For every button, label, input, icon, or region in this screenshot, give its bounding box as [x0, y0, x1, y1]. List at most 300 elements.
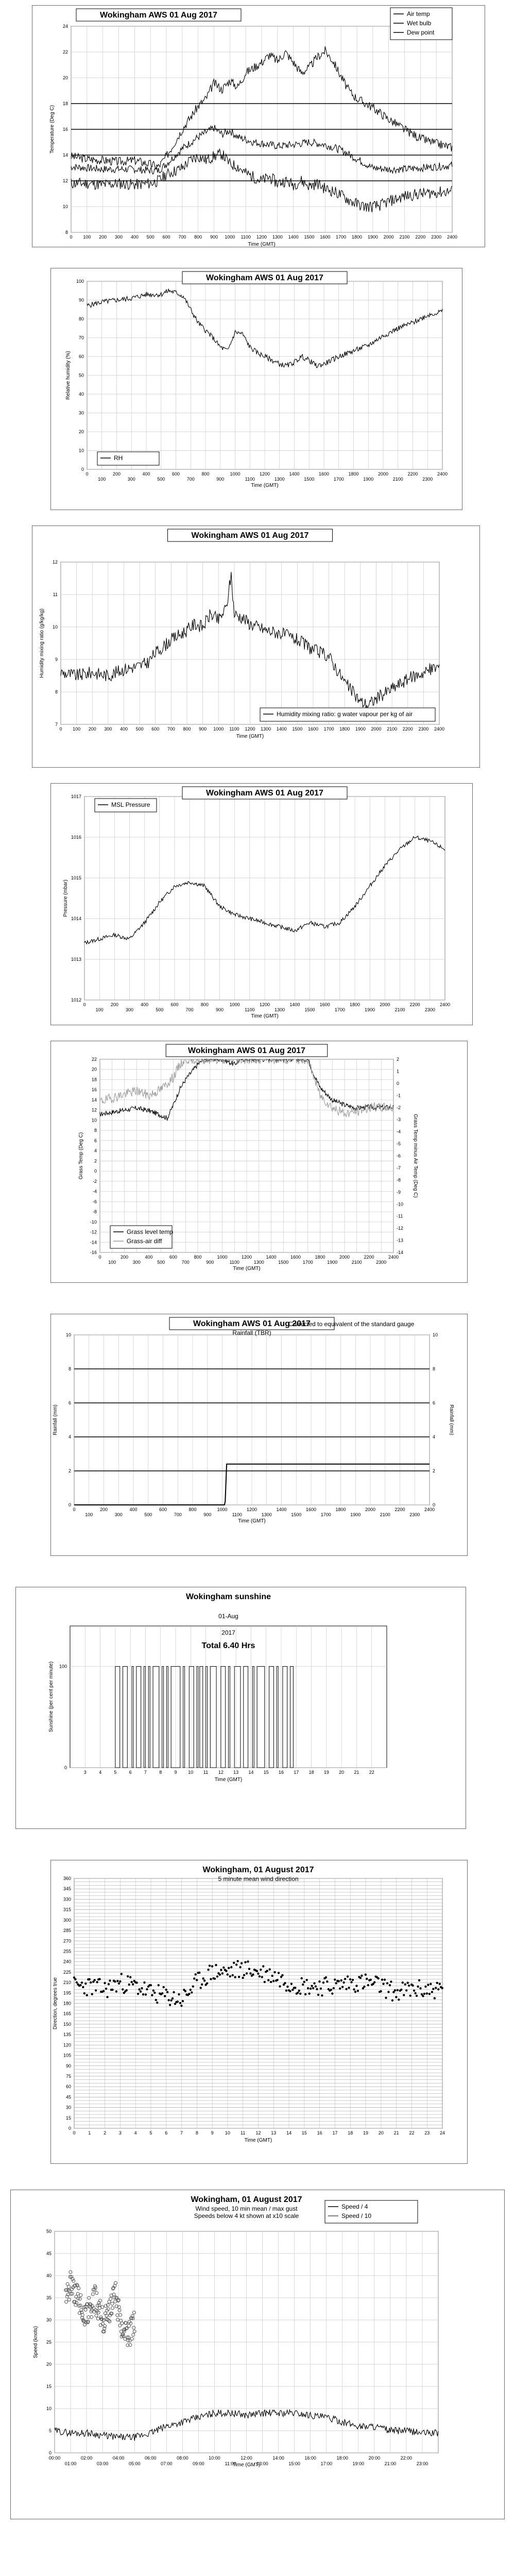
data-point [211, 1965, 213, 1967]
legend-label: RH [114, 454, 123, 462]
y-tick-label: 25 [46, 2340, 52, 2345]
x-tick-label: 700 [167, 726, 175, 732]
x-tick-label: 2400 [437, 471, 448, 477]
x-tick-label: 100 [98, 477, 106, 482]
data-point [243, 1974, 245, 1976]
data-point [74, 1978, 76, 1980]
x-tick-label: 600 [162, 234, 170, 240]
y-tick-labels [63, 1876, 71, 2131]
data-point [214, 1978, 216, 1980]
data-point [342, 1981, 345, 1984]
x-tick-label: 200 [120, 1255, 129, 1260]
y-tick-label: 30 [46, 2317, 52, 2323]
data-point [232, 1974, 234, 1976]
panel-rain [50, 1314, 468, 1556]
data-point [248, 1968, 250, 1970]
x-tick-label: 2100 [351, 1260, 362, 1265]
chart-rh [51, 268, 463, 511]
data-point [164, 1995, 166, 1997]
data-point [122, 1988, 124, 1990]
data-point [91, 1993, 93, 1995]
data-point [201, 1984, 203, 1986]
title-text: Wokingham sunshine [185, 1592, 271, 1601]
data-point [353, 1988, 355, 1990]
y-tick-labels [46, 2229, 52, 2455]
data-point [284, 1982, 286, 1984]
x-tick-label: 16 [278, 1770, 284, 1775]
data-point [170, 1999, 172, 2002]
x-tick-label: 10 [225, 2130, 230, 2136]
x-tick-label: 700 [174, 1512, 182, 1517]
data-point [380, 1990, 382, 1992]
y-tick-label: -12 [90, 1229, 97, 1235]
x-tick-label: 600 [169, 1255, 178, 1260]
data-point [400, 1989, 402, 1991]
data-point [193, 1977, 195, 1979]
data-point [389, 1984, 391, 1986]
y-axis-label: Temperature (Deg C) [49, 105, 55, 154]
data-point [305, 1979, 307, 1981]
data-point [252, 1973, 254, 1975]
chart-title [169, 1317, 415, 1336]
chart-mix [32, 526, 480, 768]
data-point [363, 1986, 365, 1988]
x-tick-label: 20:00 [368, 2455, 381, 2461]
x-tick-label: 12:00 [241, 2455, 252, 2461]
data-point [355, 1985, 357, 1987]
y-tick-label: 90 [78, 297, 84, 303]
x-tick-label: 22:00 [400, 2455, 413, 2461]
chart-title [168, 529, 333, 541]
data-point [426, 1992, 428, 1994]
y-tick-label: 255 [63, 1948, 71, 1954]
x-tick-label: 2300 [424, 1007, 435, 1012]
y-tick-label: 105 [63, 2053, 71, 2058]
data-point [142, 1993, 144, 1995]
data-point [411, 1985, 414, 1987]
data-point [310, 1988, 312, 1990]
data-point [311, 1985, 313, 1987]
x-tick-label: 13:00 [256, 2461, 268, 2466]
x-tick-label: 1800 [351, 234, 363, 240]
y-tick-label: 0 [48, 2450, 52, 2455]
x-tick-label: 1700 [302, 1260, 313, 1265]
data-point [268, 1968, 270, 1970]
x-tick-label: 1900 [350, 1512, 361, 1517]
data-point [359, 1977, 362, 1979]
x-tick-label: 1800 [349, 1002, 360, 1007]
x-tick-labels [83, 1002, 450, 1012]
x-tick-label: 700 [185, 1007, 194, 1012]
x-tick-label: 8 [159, 1770, 162, 1775]
data-point [345, 1988, 347, 1990]
y-tick-label: 270 [63, 1938, 71, 1944]
legend-label: Air temp [407, 10, 430, 18]
data-point [169, 2004, 171, 2006]
legend [95, 799, 157, 812]
data-point [413, 1990, 415, 1992]
data-point [430, 1983, 432, 1985]
x-tick-label: 0 [59, 726, 62, 732]
y-tick-label: 1013 [71, 957, 81, 962]
data-point [424, 1986, 426, 1988]
y-tick-label: 15 [65, 2115, 71, 2121]
data-point [259, 1975, 261, 1977]
y-tick-label: 285 [63, 1928, 71, 1934]
data-point [79, 1984, 81, 1986]
x-tick-label: 700 [178, 234, 186, 240]
data-point [178, 1993, 180, 1995]
y-tick-label: 195 [63, 1990, 71, 1996]
x-tick-label: 1600 [290, 1255, 301, 1260]
x-tick-label: 500 [135, 726, 144, 732]
data-point [344, 1978, 346, 1980]
x-tick-label: 17 [332, 2130, 338, 2136]
data-point [202, 1977, 204, 1979]
data-point [167, 1999, 169, 2001]
y-tick-label: 12 [91, 1107, 97, 1113]
data-point [381, 1978, 383, 1980]
y-tick-label: 18 [91, 1077, 97, 1082]
x-tick-label: 1500 [278, 1260, 289, 1265]
y-tick-label: 14 [91, 1097, 97, 1103]
data-point [373, 1981, 375, 1983]
x-tick-label: 200 [99, 1507, 108, 1512]
data-point [158, 1984, 160, 1986]
data-point [403, 1994, 405, 1996]
y-tick-label: 6 [68, 1400, 71, 1405]
x-tick-label: 1400 [266, 1255, 277, 1260]
y-tick-label-right: -12 [397, 1226, 404, 1231]
legend-label: Humidity mixing ratio: g water vapour per kg of air [277, 710, 413, 718]
y-tick-label-right: -3 [397, 1117, 401, 1123]
x-tick-label: 19:00 [352, 2461, 365, 2466]
x-tick-label: 1 [88, 2130, 91, 2136]
data-point [241, 1962, 243, 1964]
x-tick-labels [59, 726, 444, 732]
data-point [191, 1991, 193, 1993]
title-text: Wokingham, 01 August 2017 [202, 1866, 314, 1874]
y-tick-label: -16 [90, 1250, 97, 1255]
x-tick-label: 2200 [409, 1002, 420, 1007]
y-tick-label: 45 [65, 2094, 71, 2100]
chart-subtitle: 01-Aug [218, 1613, 238, 1620]
x-tick-label: 2000 [377, 471, 389, 477]
x-tick-label: 12 [218, 1770, 224, 1775]
data-point [151, 1994, 153, 1996]
legend [97, 452, 159, 465]
y-tick-label-right: 2 [433, 1468, 436, 1473]
x-tick-label: 6 [165, 2130, 168, 2136]
data-point [104, 1982, 106, 1984]
x-tick-label: 10:00 [209, 2455, 220, 2461]
data-point [382, 1982, 384, 1985]
x-tick-label: 900 [215, 1007, 224, 1012]
x-tick-label: 300 [132, 1260, 141, 1265]
x-tick-label: 400 [142, 471, 150, 477]
x-tick-label: 1100 [245, 477, 255, 482]
data-point [386, 1982, 388, 1984]
x-tick-label: 1900 [327, 1260, 338, 1265]
data-point [150, 1984, 152, 1986]
data-point [320, 1988, 322, 1990]
x-tick-label: 04:00 [112, 2455, 125, 2461]
x-tick-label: 0 [73, 2130, 76, 2136]
x-tick-label: 8 [195, 2130, 198, 2136]
x-axis-label: Time (GMT) [244, 2138, 272, 2143]
data-point [239, 1966, 241, 1968]
x-tick-label: 19 [363, 2130, 369, 2136]
data-point [118, 1982, 120, 1985]
x-tick-label: 400 [141, 1002, 149, 1007]
y-tick-label-right: -7 [397, 1165, 401, 1171]
x-tick-label: 2200 [415, 234, 426, 240]
x-tick-label: 05:00 [128, 2461, 141, 2466]
data-point [278, 1972, 280, 1974]
data-point [177, 2001, 179, 2003]
chart-dir [51, 1860, 468, 2164]
data-point [90, 1981, 92, 1984]
y-tick-label-right: 0 [433, 1502, 436, 1507]
data-point [279, 1985, 281, 1987]
y-tick-label: 22 [91, 1057, 97, 1062]
x-tick-label: 2100 [392, 477, 403, 482]
y-tick-label: 1016 [71, 835, 81, 840]
data-point [140, 1990, 142, 1992]
data-point [308, 1992, 310, 1994]
x-tick-label: 1800 [339, 726, 350, 732]
subtitle2-text: Speeds below 4 kt shown at x10 scale [194, 2212, 299, 2219]
x-tick-label: 100 [85, 1512, 93, 1517]
x-tick-label: 400 [119, 726, 128, 732]
x-tick-label: 2400 [439, 1002, 451, 1007]
x-tick-label: 18 [308, 1770, 314, 1775]
x-tick-label: 2400 [447, 234, 458, 240]
x-tick-label: 1500 [304, 477, 315, 482]
x-tick-label: 01:00 [64, 2461, 77, 2466]
data-point [230, 1966, 232, 1968]
data-point [89, 1978, 91, 1980]
data-point [195, 1973, 197, 1975]
panel-press [50, 783, 473, 1025]
x-tick-label: 1200 [246, 1507, 258, 1512]
data-point [156, 2002, 158, 2004]
data-point [397, 1989, 399, 1991]
y-tick-label: 40 [46, 2273, 52, 2278]
x-tick-label: 12 [255, 2130, 261, 2136]
data-point [341, 1986, 344, 1988]
y-tick-label: 100 [76, 279, 84, 284]
x-tick-label: 600 [151, 726, 160, 732]
x-tick-label: 7 [180, 2130, 183, 2136]
data-point [108, 1983, 110, 1985]
x-tick-label: 2000 [380, 1002, 390, 1007]
subtitle-text: Wind speed, 10 min mean / max gust [195, 2205, 298, 2212]
x-tick-label: 0 [73, 1507, 76, 1512]
x-tick-label: 1700 [333, 477, 344, 482]
data-point [299, 1993, 301, 1995]
y-tick-label: 12 [52, 560, 58, 565]
data-point [266, 1970, 268, 1972]
data-point [427, 1984, 429, 1986]
data-point [76, 1981, 78, 1984]
data-point [285, 1990, 287, 1992]
legend [390, 8, 452, 40]
x-tick-label: 2100 [399, 234, 410, 240]
data-point [138, 1988, 140, 1990]
x-tick-label: 9 [174, 1770, 177, 1775]
x-tick-label: 1700 [320, 1512, 331, 1517]
x-axis-label: Time (GMT) [251, 483, 279, 488]
y-tick-label: 20 [78, 429, 84, 434]
x-tick-label: 1700 [323, 726, 334, 732]
data-point [196, 1979, 198, 1981]
data-point [340, 1979, 342, 1981]
title-text: Wokingham, 01 August 2017 [191, 2195, 302, 2204]
legend-box [325, 2200, 418, 2223]
x-tick-label: 2300 [431, 234, 442, 240]
data-point [384, 1978, 386, 1980]
x-tick-label: 200 [99, 234, 107, 240]
y-tick-label: 20 [91, 1066, 97, 1072]
data-point [313, 1982, 315, 1984]
x-tick-label: 800 [183, 726, 191, 732]
y-tick-label: 5 [48, 2428, 52, 2433]
y-tick-labels [53, 560, 58, 727]
data-point [407, 1981, 409, 1984]
y-tick-label: 10 [78, 448, 84, 453]
data-point [307, 1987, 309, 1989]
y-tick-label: -2 [92, 1178, 97, 1184]
y-tick-label-right: 2 [397, 1057, 400, 1062]
x-tick-label: 1200 [256, 234, 267, 240]
y-tick-label: -6 [92, 1199, 97, 1205]
x-tick-label: 1400 [289, 471, 300, 477]
data-point [394, 1989, 396, 1991]
legend-label: Grass-air diff [127, 1238, 162, 1245]
y-tick-label: 120 [63, 2042, 71, 2048]
x-tick-labels [73, 2130, 445, 2136]
x-tick-label: 1100 [245, 1007, 255, 1012]
x-axis-label: Time (GMT) [214, 1777, 243, 1783]
x-tick-label: 300 [125, 1007, 134, 1012]
data-point [130, 1981, 132, 1983]
y-tick-label: 22 [62, 49, 68, 55]
y-axis-label: Rainfall (mm) [53, 1404, 58, 1435]
data-point [417, 1986, 419, 1988]
data-point [220, 1969, 222, 1971]
x-tick-label: 900 [206, 1260, 214, 1265]
x-tick-label: 03:00 [96, 2461, 109, 2466]
y-tick-label: 50 [78, 372, 84, 378]
data-point [398, 1998, 400, 2001]
data-point [360, 1975, 363, 1977]
y-tick-label: 40 [78, 392, 84, 397]
y-tick-label: 100 [59, 1664, 67, 1669]
x-tick-label: 2000 [339, 1255, 350, 1260]
y-axis-label: Relative humidity (%) [65, 351, 71, 400]
data-point [173, 1991, 175, 1993]
data-point [423, 1993, 425, 1995]
chart-grass [51, 1041, 468, 1283]
x-tick-label: 600 [159, 1507, 167, 1512]
x-tick-label: 2000 [365, 1507, 376, 1512]
data-point [272, 1980, 274, 1982]
data-point [290, 1982, 293, 1985]
x-tick-label: 2100 [387, 726, 398, 732]
x-tick-label: 1800 [315, 1255, 325, 1260]
x-tick-label: 18:00 [336, 2455, 349, 2461]
y-tick-label: 0 [68, 1502, 71, 1507]
data-point [262, 1965, 264, 1967]
y-tick-label-right: -4 [397, 1129, 401, 1134]
x-tick-label: 2300 [376, 1260, 387, 1265]
data-point [84, 1982, 87, 1985]
data-point [152, 1989, 154, 1991]
data-point [249, 1972, 251, 1974]
x-tick-label: 800 [194, 1255, 202, 1260]
data-point [222, 1967, 225, 1969]
x-tick-label: 100 [73, 726, 81, 732]
data-point [192, 1985, 194, 1987]
data-point [338, 1980, 340, 1982]
x-tick-label: 10 [188, 1770, 194, 1775]
data-point [267, 1979, 269, 1981]
data-point [339, 1988, 341, 1990]
title-text: Wokingham AWS 01 Aug 2017 [193, 1319, 311, 1328]
data-point [387, 1991, 389, 1993]
chart-title [182, 272, 347, 284]
x-tick-label: 7 [144, 1770, 147, 1775]
panel-mix [32, 526, 480, 768]
data-point [221, 1972, 224, 1974]
y-tick-label-right: 8 [433, 1366, 436, 1371]
x-tick-label: 2300 [409, 1512, 420, 1517]
data-point [171, 1997, 174, 1999]
x-tick-label: 300 [104, 726, 112, 732]
data-point [273, 1971, 276, 1973]
x-tick-label: 900 [203, 1512, 212, 1517]
y-tick-label: 7 [55, 722, 58, 727]
data-point [286, 1986, 288, 1988]
y-tick-label: 10 [46, 2406, 52, 2411]
data-point [199, 1987, 201, 1989]
data-point [244, 1961, 246, 1963]
y-tick-label: 15 [46, 2384, 52, 2389]
legend [110, 1226, 173, 1248]
x-tick-label: 1800 [348, 471, 359, 477]
x-axis-label: Time (GMT) [251, 1013, 279, 1019]
x-tick-label: 2200 [402, 726, 413, 732]
x-tick-label: 700 [181, 1260, 190, 1265]
x-tick-label: 21:00 [384, 2461, 397, 2466]
panel-dir [50, 1860, 468, 2164]
data-point [105, 1988, 107, 1990]
data-point [210, 1978, 212, 1980]
y-axis-label: Direction, degrees true [53, 1977, 58, 2030]
y-axis-label-right: Rainfall (mm) [449, 1404, 454, 1435]
y-tick-label: 75 [65, 2073, 71, 2079]
y-tick-label-right: 1 [397, 1069, 400, 1074]
x-tick-label: 1600 [319, 1002, 330, 1007]
x-tick-label: 17:00 [320, 2461, 332, 2466]
x-tick-label: 2400 [424, 1507, 435, 1512]
chart-title [186, 1592, 271, 1601]
data-point [270, 1981, 272, 1983]
data-point [271, 1975, 273, 1977]
data-point [325, 1976, 327, 1978]
y-tick-label: 6 [94, 1138, 97, 1143]
